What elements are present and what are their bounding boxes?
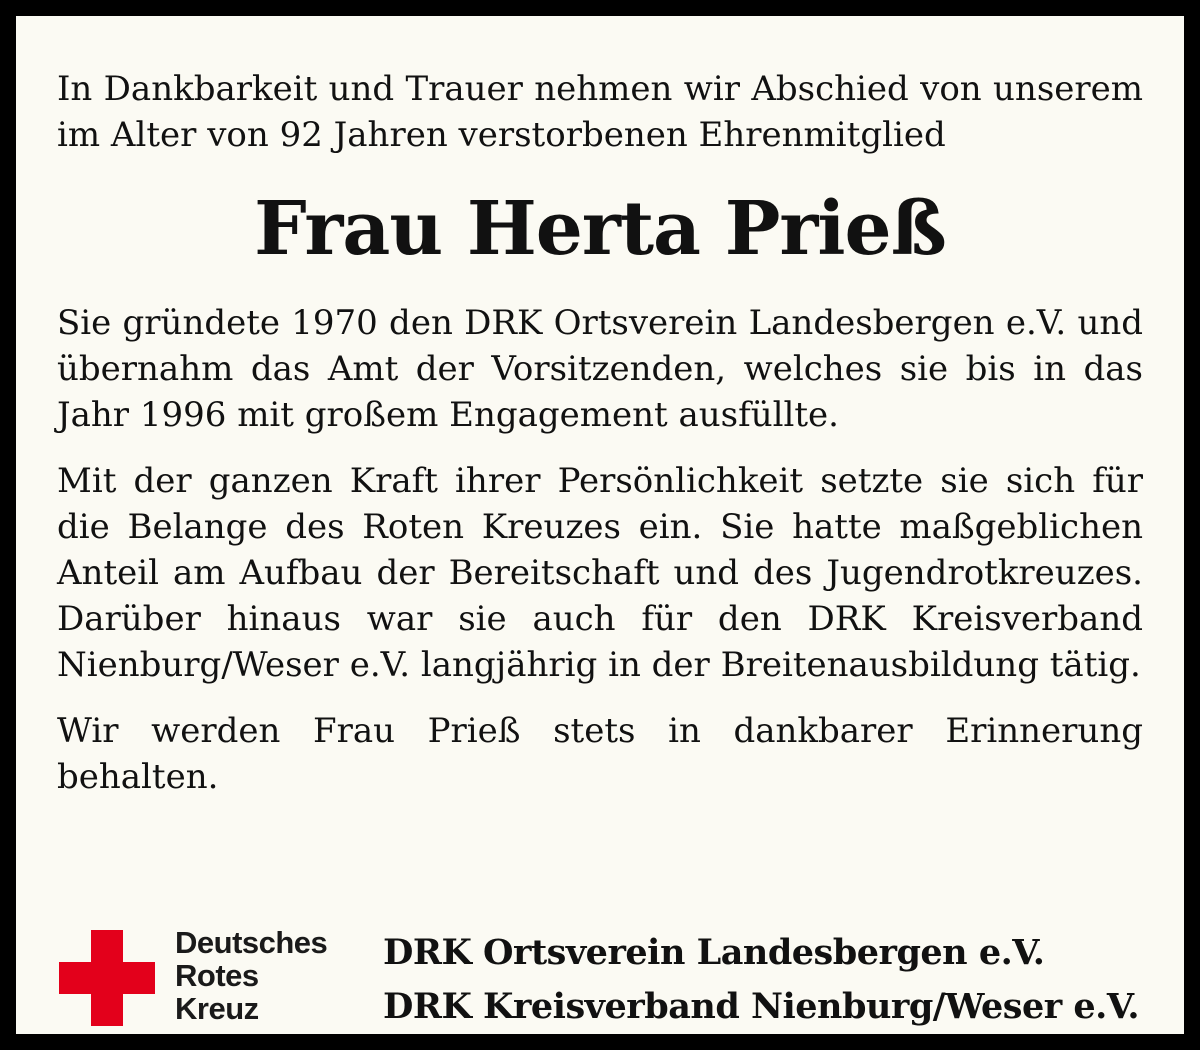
notice-body [57, 66, 1143, 800]
organization-kreisverband: DRK Kreisverband Nienburg/Weser e.V. [383, 986, 1140, 1027]
paragraph-closing: Wir werden Frau Prieß stets in dankbarer Erinnerung behalten. [57, 711, 1143, 797]
logo-wordmark [175, 926, 327, 1025]
drk-logo [57, 925, 367, 1028]
organization-ortsverein: DRK Ortsverein Landesbergen e.V. [383, 932, 1045, 973]
logo-line-deutsches: Deutsches [175, 925, 328, 960]
logo-line-kreuz: Kreuz [175, 991, 259, 1026]
signature-block [57, 925, 1143, 1028]
organization-list [383, 928, 1139, 1036]
logo-line-rotes: Rotes [175, 958, 259, 993]
deceased-name: Frau Herta Prieß [254, 186, 946, 272]
intro-text: In Dankbarkeit und Trauer nehmen wir Abschied von unserem im Alter von 92 Jahren verstorbenen Ehrenmitglied [57, 69, 1143, 155]
paragraph-engagement: Mit der ganzen Kraft ihrer Persönlichkeit setzte sie sich für die Belange des Roten Kreuzes ein. Sie hatte maßgeblichen Anteil am Aufbau der Bereitschaft und des Jugendrotkreuzes. Darüber hinaus war sie auch für den DRK Kreisverband Nienburg/Weser e.V. langjährig in der Breitenausbildung tätig. [57, 461, 1143, 685]
paragraph-founding: Sie gründete 1970 den DRK Ortsverein Landesbergen e.V. und übernahm das Amt der Vorsitzenden, welches sie bis in das Jahr 1996 mit großem Engagement ausfüllte. [57, 303, 1143, 435]
